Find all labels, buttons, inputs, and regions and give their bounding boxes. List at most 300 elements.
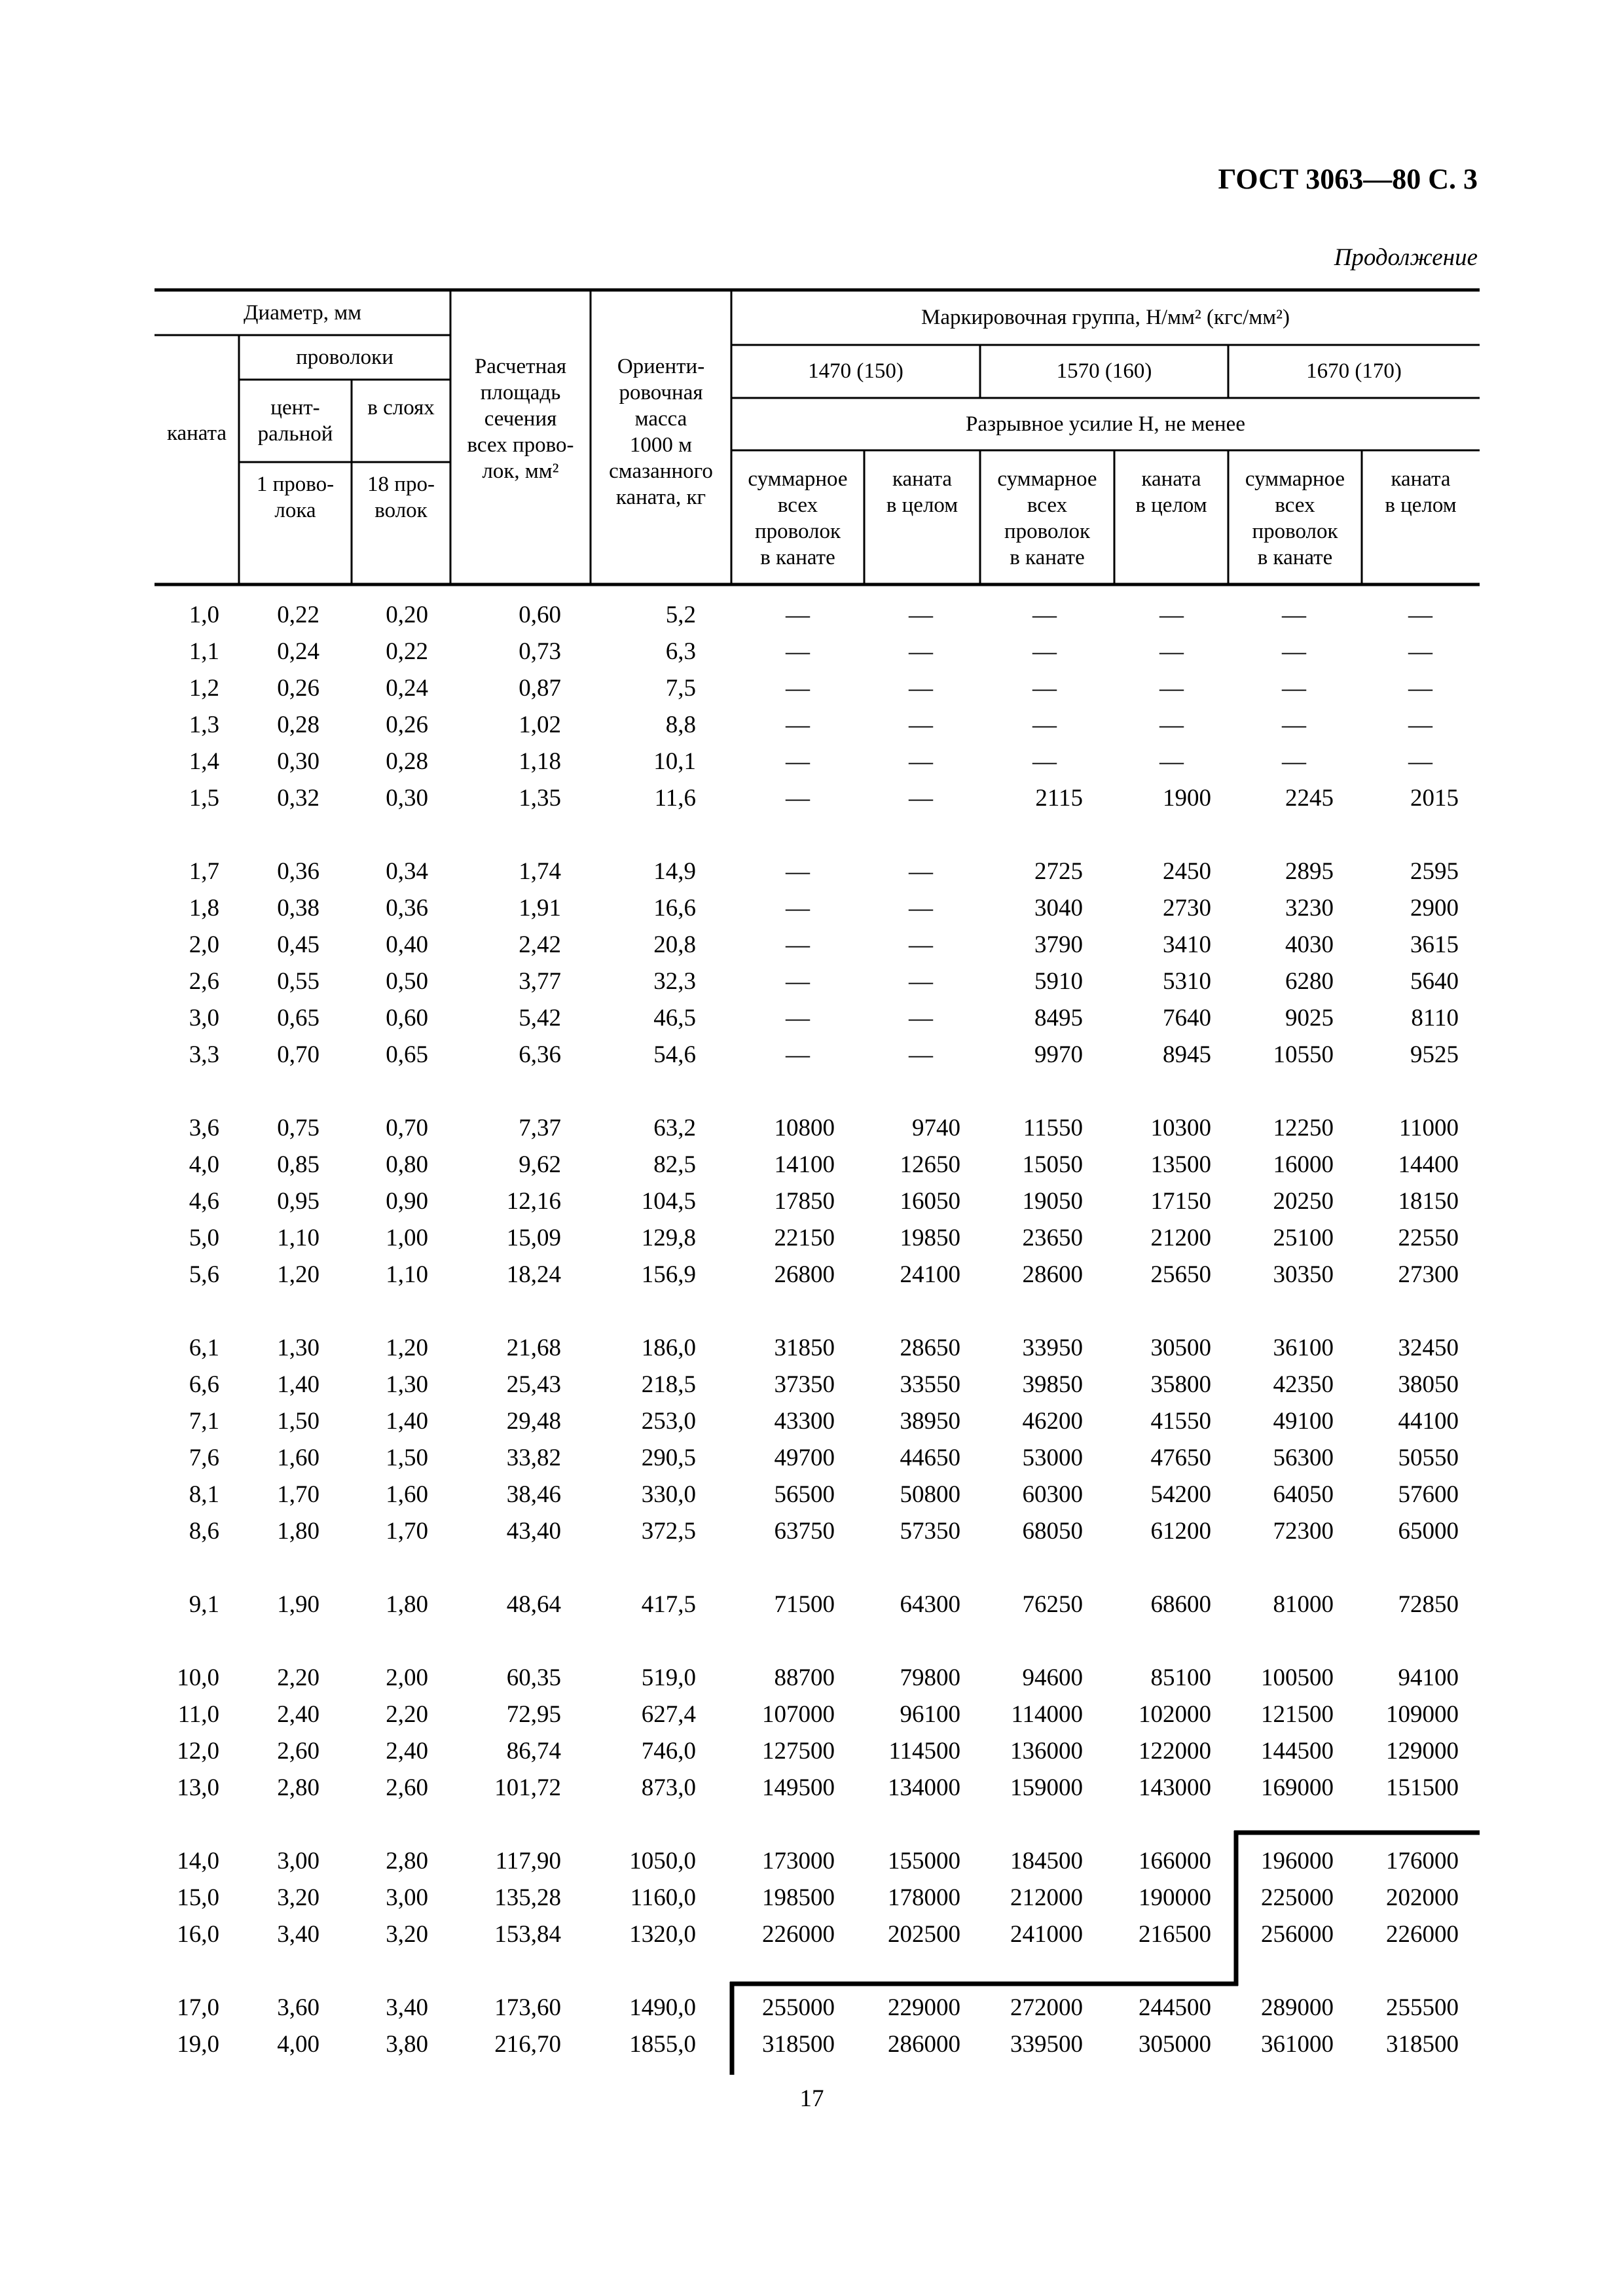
table-cell: 1,8 [189, 895, 219, 922]
table-cell: 2730 [1163, 895, 1211, 922]
table-cell: 2,60 [386, 1774, 428, 1801]
table-cell: 3,00 [277, 1848, 319, 1874]
table-cell: 4030 [1285, 931, 1334, 958]
table-cell: 1,80 [386, 1591, 428, 1618]
table-cell: 256000 [1261, 1921, 1334, 1948]
table-cell: 71500 [774, 1591, 835, 1618]
table-row [0, 1183, 1623, 1220]
table-cell: 114000 [1011, 1701, 1083, 1728]
table-cell: 1050,0 [629, 1848, 696, 1874]
table-cell: 5910 [1034, 968, 1083, 995]
table-cell: 2115 [1035, 785, 1083, 812]
table-cell: 1,30 [386, 1371, 428, 1398]
table-cell: 0,70 [386, 1115, 428, 1141]
table-cell: 82,5 [653, 1151, 696, 1178]
table-cell: 25,43 [506, 1371, 561, 1398]
table-cell: 46200 [1022, 1408, 1083, 1435]
table-cell: 85100 [1150, 1664, 1211, 1691]
table-cell: 72300 [1273, 1518, 1334, 1545]
table-cell: 2595 [1410, 858, 1459, 885]
table-cell: 3,77 [519, 968, 561, 995]
table-cell: 0,60 [386, 1005, 428, 1031]
table-cell: 50800 [900, 1481, 960, 1508]
table-cell: 6,1 [189, 1335, 219, 1361]
table-cell: 30500 [1150, 1335, 1211, 1361]
table-cell: 3,40 [277, 1921, 319, 1948]
table-cell: 1,40 [277, 1371, 319, 1398]
page-number: 17 [799, 2085, 824, 2112]
table-cell: 60,35 [506, 1664, 561, 1691]
table-cell: 8110 [1411, 1005, 1459, 1031]
table-cell: 102000 [1139, 1701, 1211, 1728]
header-one-wire: 1 прово- лока [256, 473, 335, 522]
table-cell: 190000 [1139, 1884, 1211, 1911]
table-cell: 122000 [1139, 1738, 1211, 1765]
table-cell: 43,40 [506, 1518, 561, 1545]
table-cell: 0,22 [277, 601, 319, 628]
table-cell: — [909, 968, 933, 995]
table-cell: 155000 [888, 1848, 960, 1874]
table-cell: 1,0 [189, 601, 219, 628]
table-cell: 25650 [1150, 1261, 1211, 1288]
table-cell: 3,60 [277, 1994, 319, 2021]
table-cell: 8,6 [189, 1518, 219, 1545]
table-cell: 0,60 [519, 601, 561, 628]
table-cell: — [786, 1041, 810, 1068]
table-cell: 2725 [1034, 858, 1083, 885]
table-cell: 17150 [1150, 1188, 1211, 1215]
table-cell: 2245 [1285, 785, 1334, 812]
table-cell: 0,40 [386, 931, 428, 958]
table-cell: — [1408, 711, 1432, 738]
table-cell: 2,0 [189, 931, 219, 958]
table-cell: 7,6 [189, 1444, 219, 1471]
table-cell: 9,62 [519, 1151, 561, 1178]
table-cell: 305000 [1139, 2031, 1211, 2058]
table-cell: 17,0 [177, 1994, 219, 2021]
table-row [0, 1843, 1623, 1880]
table-cell: — [786, 968, 810, 995]
table-cell: 8945 [1163, 1041, 1211, 1068]
table-row [0, 1220, 1623, 1257]
table-cell: 60300 [1022, 1481, 1083, 1508]
table-cell: — [786, 858, 810, 885]
table-cell: 1,74 [519, 858, 561, 885]
table-cell: 0,30 [277, 748, 319, 775]
table-cell: 81000 [1273, 1591, 1334, 1618]
table-cell: 135,28 [494, 1884, 561, 1911]
table-cell: 27300 [1398, 1261, 1459, 1288]
table-cell: 3,3 [189, 1041, 219, 1068]
header-group-1670: 1670 (170) [1306, 359, 1402, 383]
table-cell: 3,40 [386, 1994, 428, 2021]
table-cell: 19850 [900, 1225, 960, 1251]
table-cell: 41550 [1150, 1408, 1211, 1435]
table-cell: — [1032, 711, 1057, 738]
header-central: цент- ральной [257, 396, 333, 446]
table-cell: 0,90 [386, 1188, 428, 1215]
table-cell: 202500 [888, 1921, 960, 1948]
table-cell: — [1282, 638, 1306, 665]
table-cell: 0,70 [277, 1041, 319, 1068]
header-group-1470: 1470 (150) [808, 359, 903, 383]
table-cell: 13,0 [177, 1774, 219, 1801]
table-cell: 49700 [774, 1444, 835, 1471]
table-cell: — [786, 601, 810, 628]
table-cell: 519,0 [641, 1664, 696, 1691]
table-cell: 3615 [1410, 931, 1459, 958]
table-cell: 198500 [762, 1884, 835, 1911]
table-cell: 156,9 [641, 1261, 696, 1288]
table-cell: 873,0 [641, 1774, 696, 1801]
table-cell: 2900 [1410, 895, 1459, 922]
table-cell: 166000 [1139, 1848, 1211, 1874]
table-cell: 22550 [1398, 1225, 1459, 1251]
table-cell: — [1159, 601, 1184, 628]
table-row [0, 1000, 1623, 1037]
table-cell: 144500 [1261, 1738, 1334, 1765]
table-cell: 173000 [762, 1848, 835, 1874]
table-cell: 5,6 [189, 1261, 219, 1288]
table-cell: 7640 [1163, 1005, 1211, 1031]
table-cell: 0,87 [519, 675, 561, 702]
table-cell: 8,1 [189, 1481, 219, 1508]
table-cell: 289000 [1261, 1994, 1334, 2021]
table-cell: 15,09 [506, 1225, 561, 1251]
table-cell: — [1032, 638, 1057, 665]
table-cell: 1,91 [519, 895, 561, 922]
table-cell: — [1159, 675, 1184, 702]
table-cell: 0,30 [386, 785, 428, 812]
table-row [0, 670, 1623, 707]
header-wires: проволоки [296, 346, 393, 369]
table-cell: 0,45 [277, 931, 319, 958]
table-cell: 1,18 [519, 748, 561, 775]
table-cell: 64050 [1273, 1481, 1334, 1508]
table-cell: — [909, 895, 933, 922]
header-marking-group: Маркировочная группа, Н/мм² (кгс/мм²) [921, 306, 1290, 329]
table-cell: 176000 [1386, 1848, 1459, 1874]
table-cell: 79800 [900, 1664, 960, 1691]
table-row [0, 1916, 1623, 1953]
table-cell: — [786, 675, 810, 702]
table-cell: 28650 [900, 1335, 960, 1361]
table-cell: 255500 [1386, 1994, 1459, 2021]
table-cell: 6,3 [665, 638, 696, 665]
table-cell: 136000 [1010, 1738, 1083, 1765]
table-cell: 16000 [1273, 1151, 1334, 1178]
table-cell: 1,10 [386, 1261, 428, 1288]
table-cell: 361000 [1261, 2031, 1334, 2058]
table-cell: 1,10 [277, 1225, 319, 1251]
table-cell: 0,36 [386, 895, 428, 922]
table-cell: 1,5 [189, 785, 219, 812]
table-cell: 216,70 [494, 2031, 561, 2058]
header-rope-whole-3: каната в целом [1385, 467, 1457, 517]
table-cell: 21,68 [506, 1335, 561, 1361]
table-cell: 86,74 [506, 1738, 561, 1765]
table-cell: — [786, 895, 810, 922]
table-cell: 12,16 [506, 1188, 561, 1215]
table-cell: 53000 [1022, 1444, 1083, 1471]
table-row [0, 1660, 1623, 1696]
table-cell: 7,1 [189, 1408, 219, 1435]
table-cell: — [909, 711, 933, 738]
table-cell: — [909, 931, 933, 958]
table-cell: 65000 [1398, 1518, 1459, 1545]
table-cell: 2,60 [277, 1738, 319, 1765]
table-cell: 1,2 [189, 675, 219, 702]
table-cell: 8495 [1034, 1005, 1083, 1031]
table-cell: 372,5 [641, 1518, 696, 1545]
table-cell: 0,85 [277, 1151, 319, 1178]
table-cell: — [786, 785, 810, 812]
table-cell: 229000 [888, 1994, 960, 2021]
table-cell: 0,65 [277, 1005, 319, 1031]
header-rope: каната [166, 422, 227, 445]
table-cell: 244500 [1139, 1994, 1211, 2021]
table-cell: — [786, 638, 810, 665]
table-cell: 14100 [774, 1151, 835, 1178]
table-cell: 56500 [774, 1481, 835, 1508]
table-cell: 746,0 [641, 1738, 696, 1765]
table-cell: 11,0 [177, 1701, 219, 1728]
table-cell: 107000 [762, 1701, 835, 1728]
standard-title: ГОСТ 3063—80 С. 3 [1218, 163, 1478, 195]
table-cell: 4,6 [189, 1188, 219, 1215]
table-cell: 10,0 [177, 1664, 219, 1691]
table-row [0, 707, 1623, 744]
table-cell: 129000 [1386, 1738, 1459, 1765]
table-cell: 272000 [1010, 1994, 1083, 2021]
table-cell: 26800 [774, 1261, 835, 1288]
header-rope-whole-1: каната в целом [886, 467, 958, 517]
table-cell: 57350 [900, 1518, 960, 1545]
table-cell: — [1032, 675, 1057, 702]
table-cell: 290,5 [641, 1444, 696, 1471]
table-cell: 10,1 [653, 748, 696, 775]
table-cell: 2,20 [277, 1664, 319, 1691]
table-cell: 1,1 [189, 638, 219, 665]
table-cell: — [909, 601, 933, 628]
table-cell: 61200 [1150, 1518, 1211, 1545]
table-cell: 2,20 [386, 1701, 428, 1728]
table-cell: 173,60 [494, 1994, 561, 2021]
table-cell: 1490,0 [629, 1994, 696, 2021]
table-cell: 318500 [762, 2031, 835, 2058]
table-cell: 151500 [1386, 1774, 1459, 1801]
table-cell: 0,28 [386, 748, 428, 775]
table-cell: 216500 [1139, 1921, 1211, 1948]
table-cell: 186,0 [641, 1335, 696, 1361]
table-cell: 178000 [888, 1884, 960, 1911]
table-cell: 0,24 [386, 675, 428, 702]
table-cell: 39850 [1022, 1371, 1083, 1398]
table-cell: 225000 [1261, 1884, 1334, 1911]
table-cell: 0,38 [277, 895, 319, 922]
table-cell: — [1282, 675, 1306, 702]
table-cell: 16,0 [177, 1921, 219, 1948]
table-cell: 1,35 [519, 785, 561, 812]
table-cell: 21200 [1150, 1225, 1211, 1251]
table-row [0, 1770, 1623, 1806]
table-cell: 1,4 [189, 748, 219, 775]
table-cell: 9,1 [189, 1591, 219, 1618]
table-cell: 25100 [1273, 1225, 1334, 1251]
table-cell: 129,8 [641, 1225, 696, 1251]
table-cell: 5,0 [189, 1225, 219, 1251]
header-group-1570: 1570 (160) [1056, 359, 1152, 383]
table-cell: 202000 [1386, 1884, 1459, 1911]
table-cell: 5,42 [519, 1005, 561, 1031]
table-cell: 2895 [1285, 858, 1334, 885]
table-cell: 6,6 [189, 1371, 219, 1398]
table-row [0, 634, 1623, 670]
table-cell: 11550 [1023, 1115, 1083, 1141]
table-cell: 1,30 [277, 1335, 319, 1361]
table-cell: 37350 [774, 1371, 835, 1398]
table-cell: 1160,0 [630, 1884, 696, 1911]
table-cell: 33950 [1022, 1335, 1083, 1361]
table-cell: 149500 [762, 1774, 835, 1801]
table-cell: 318500 [1386, 2031, 1459, 2058]
table-cell: 117,90 [495, 1848, 561, 1874]
table-cell: 0,95 [277, 1188, 319, 1215]
table-cell: 13500 [1150, 1151, 1211, 1178]
table-cell: 76250 [1022, 1591, 1083, 1618]
table-cell: — [1408, 638, 1432, 665]
table-cell: 339500 [1010, 2031, 1083, 2058]
table-row [0, 853, 1623, 890]
table-cell: — [909, 858, 933, 885]
table-cell: 101,72 [494, 1774, 561, 1801]
table-row [0, 1990, 1623, 2026]
table-cell: 57600 [1398, 1481, 1459, 1508]
table-cell: 68050 [1022, 1518, 1083, 1545]
table-cell: 226000 [762, 1921, 835, 1948]
table-cell: — [1408, 675, 1432, 702]
table-cell: 196000 [1261, 1848, 1334, 1874]
table-cell: 3,20 [277, 1884, 319, 1911]
table-cell: 29,48 [506, 1408, 561, 1435]
table-cell: 9525 [1410, 1041, 1459, 1068]
header-eighteen-wires: 18 про- волок [367, 473, 435, 522]
header-rope-whole-2: каната в целом [1135, 467, 1207, 517]
table-cell: 35800 [1150, 1371, 1211, 1398]
table-cell: 48,64 [506, 1591, 561, 1618]
header-sum-wires-2: суммарное всех проволок в канате [997, 467, 1097, 569]
table-cell: 1900 [1163, 785, 1211, 812]
table-cell: — [909, 1041, 933, 1068]
table-cell: 0,65 [386, 1041, 428, 1068]
table-cell: 134000 [888, 1774, 960, 1801]
table-cell: 100500 [1261, 1664, 1334, 1691]
table-cell: 28600 [1022, 1261, 1083, 1288]
table-cell: 88700 [774, 1664, 835, 1691]
table-row [0, 1403, 1623, 1440]
table-cell: 42350 [1273, 1371, 1334, 1398]
table-cell: 3,80 [386, 2031, 428, 2058]
table-cell: 33550 [900, 1371, 960, 1398]
table-cell: 3230 [1285, 895, 1334, 922]
table-cell: 7,37 [519, 1115, 561, 1141]
table-cell: 17850 [774, 1188, 835, 1215]
table-cell: 1,20 [277, 1261, 319, 1288]
table-cell: 44100 [1398, 1408, 1459, 1435]
table-cell: 14,0 [177, 1848, 219, 1874]
table-cell: 153,84 [494, 1921, 561, 1948]
table-cell: 10800 [774, 1115, 835, 1141]
table-cell: — [909, 1005, 933, 1031]
table-cell: 49100 [1273, 1408, 1334, 1435]
table-row [0, 1513, 1623, 1550]
table-cell: 286000 [888, 2031, 960, 2058]
table-cell: 1,70 [277, 1481, 319, 1508]
table-cell: 0,32 [277, 785, 319, 812]
table-cell: 0,75 [277, 1115, 319, 1141]
table-cell: 15,0 [177, 1884, 219, 1911]
table-cell: 54,6 [653, 1041, 696, 1068]
table-cell: 30350 [1273, 1261, 1334, 1288]
table-cell: — [786, 711, 810, 738]
table-cell: 1,20 [386, 1335, 428, 1361]
header-in-layers: в слоях [367, 396, 435, 420]
table-cell: 6,36 [519, 1041, 561, 1068]
table-cell: 11,6 [654, 785, 696, 812]
table-cell: 226000 [1386, 1921, 1459, 1948]
header-diameter: Диаметр, мм [244, 301, 361, 325]
table-cell: 32,3 [653, 968, 696, 995]
header-breaking-force: Разрывное усилие Н, не менее [966, 412, 1245, 436]
table-cell: 2,00 [386, 1664, 428, 1691]
table-cell: 1,3 [189, 711, 219, 738]
table-cell: 1,00 [386, 1225, 428, 1251]
table-cell: 3,20 [386, 1921, 428, 1948]
table-cell: 68600 [1150, 1591, 1211, 1618]
table-row [0, 1367, 1623, 1403]
table-cell: 11000 [1398, 1115, 1459, 1141]
table-cell: 104,5 [641, 1188, 696, 1215]
table-cell: 36100 [1273, 1335, 1334, 1361]
table-cell: 2,6 [189, 968, 219, 995]
table-cell: 0,55 [277, 968, 319, 995]
table-cell: 0,24 [277, 638, 319, 665]
table-cell: 64300 [900, 1591, 960, 1618]
table-cell: 4,00 [277, 2031, 319, 2058]
table-row [0, 780, 1623, 817]
table-cell: — [909, 785, 933, 812]
table-cell: 5310 [1163, 968, 1211, 995]
table-cell: 38,46 [506, 1481, 561, 1508]
table-cell: 1,50 [386, 1444, 428, 1471]
table-cell: 94100 [1398, 1664, 1459, 1691]
table-cell: 0,26 [277, 675, 319, 702]
table-row [0, 1330, 1623, 1367]
table-cell: 1,80 [277, 1518, 319, 1545]
table-cell: 19050 [1022, 1188, 1083, 1215]
table-cell: 2,80 [386, 1848, 428, 1874]
table-cell: 627,4 [641, 1701, 696, 1728]
table-cell: 2450 [1163, 858, 1211, 885]
header-area: Расчетная площадь сечения всех прово- лок, мм² [467, 355, 574, 483]
table-cell: 23650 [1022, 1225, 1083, 1251]
table-cell: — [909, 638, 933, 665]
table-cell: 417,5 [641, 1591, 696, 1618]
table-cell: 10300 [1150, 1115, 1211, 1141]
table-cell: 31850 [774, 1335, 835, 1361]
table-cell: 10550 [1273, 1041, 1334, 1068]
continuation-label: Продолжение [1334, 244, 1478, 271]
